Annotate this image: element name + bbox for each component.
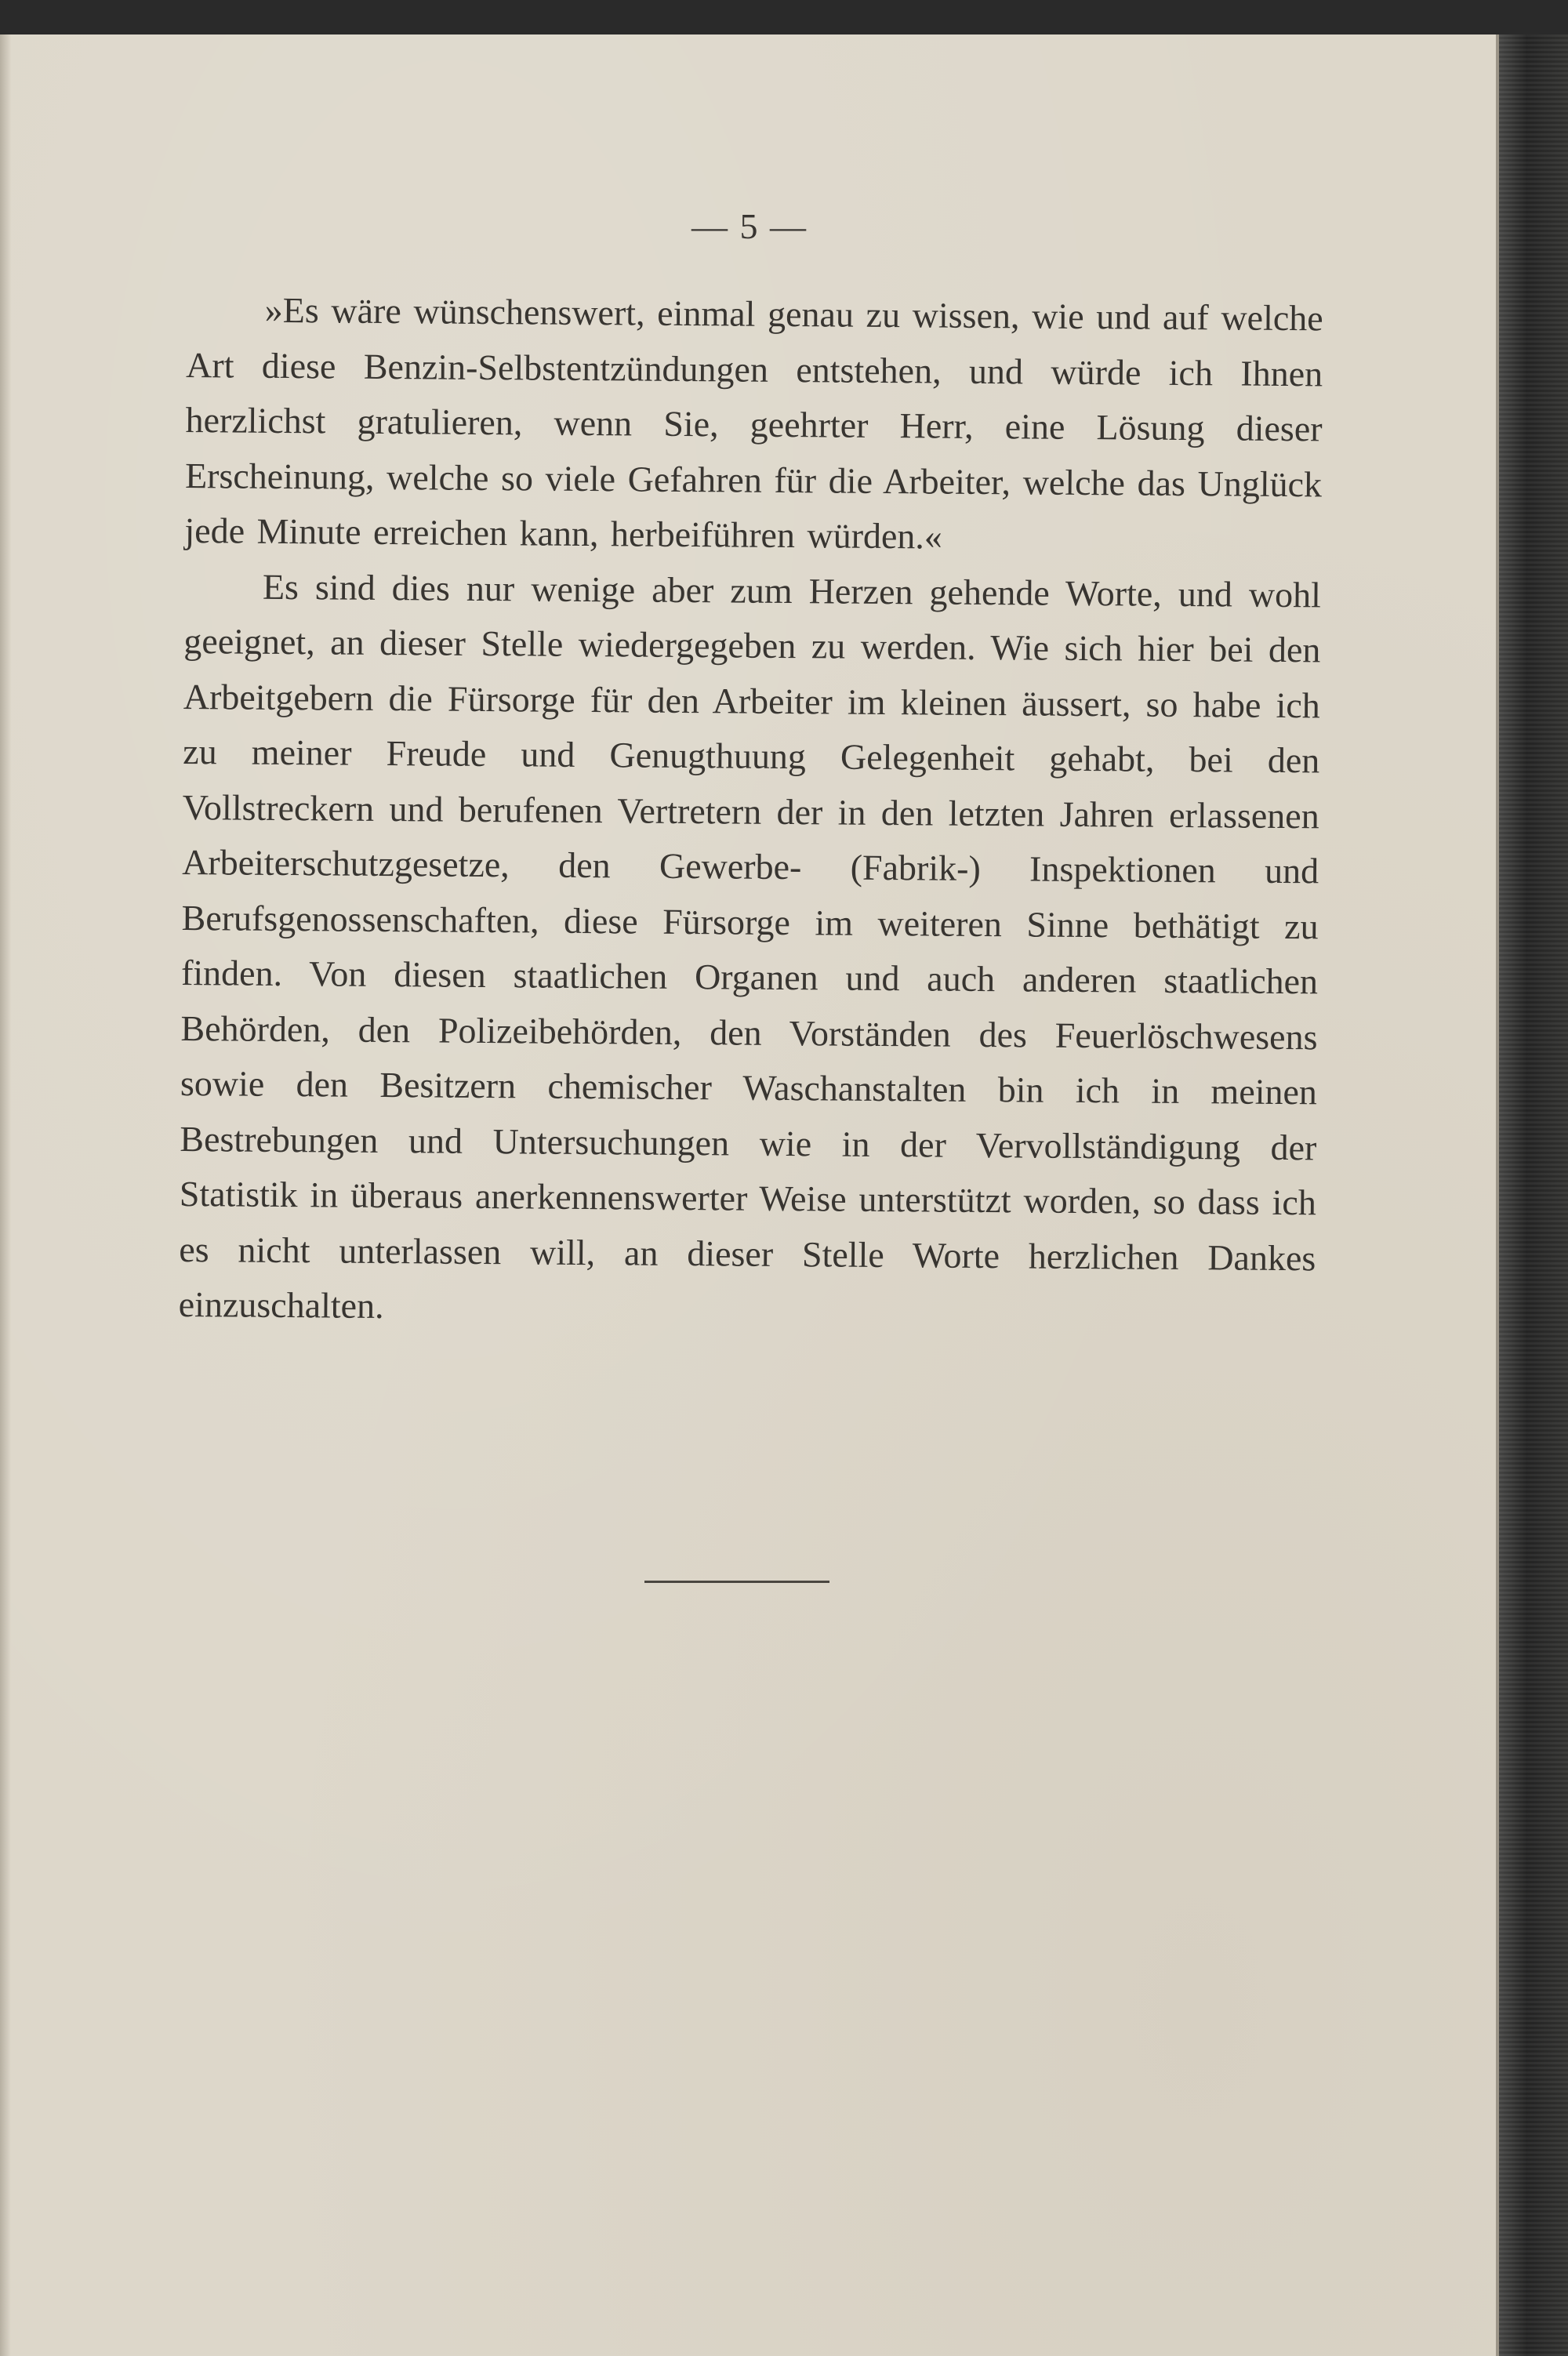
- section-end-rule: [644, 1581, 829, 1583]
- page-edge-shadow: [0, 34, 11, 2356]
- scan-background: [0, 0, 1568, 34]
- paragraph-acknowledgement: Es sind dies nur wenige aber zum Herzen gehende Worte, und wohl geeignet, an dieser Stelle wiedergegeben zu werden. Wie sich hier bei den Arbeitgebern die Fürsorge für den Arbeiter im kleinen äussert, so habe ich zu meiner Freude und Genugthuung Gelegenheit gehabt, bei den Vollstreckern und berufenen Vertretern der in den letzten Jahren erlassenen Arbeiterschutzgesetze, den Gewerbe- (Fabrik-) Inspektionen und Berufsgenossenschaften, diese Fürsorge im weiteren Sinne bethätigt zu finden. Von diesen staatlichen Organen und auch anderen staatlichen Behörden, den Polizeibehörden, den Vorständen des Feuerlöschwesens sowie den Besitzern chemischer Waschanstalten bin ich in meinen Bestrebungen und Untersuchungen wie in der Vervollständigung der Statistik in überaus anerkennenswerter Weise unterstützt worden, so dass ich es nicht unterlassen will, an dieser Stelle Worte herzlichen Dankes einzuschalten.: [178, 566, 1322, 1327]
- paragraph-quote: »Es wäre wünschenswert, einmal genau zu wissen, wie und auf welche Art diese Benzin-Selbstentzündungen entstehen, und würde ich Ihnen herzlichst gratulieren, wenn Sie, geehrter Herr, eine Lösung dieser Erscheinung, welche so viele Gefahren für die Arbeiter, welche das Unglück jede Minute erreichen kann, herbeiführen würden.«: [184, 289, 1323, 557]
- page-number: — 5 —: [691, 206, 808, 246]
- book-binding: [1499, 34, 1568, 2356]
- body-text: [178, 282, 1323, 1341]
